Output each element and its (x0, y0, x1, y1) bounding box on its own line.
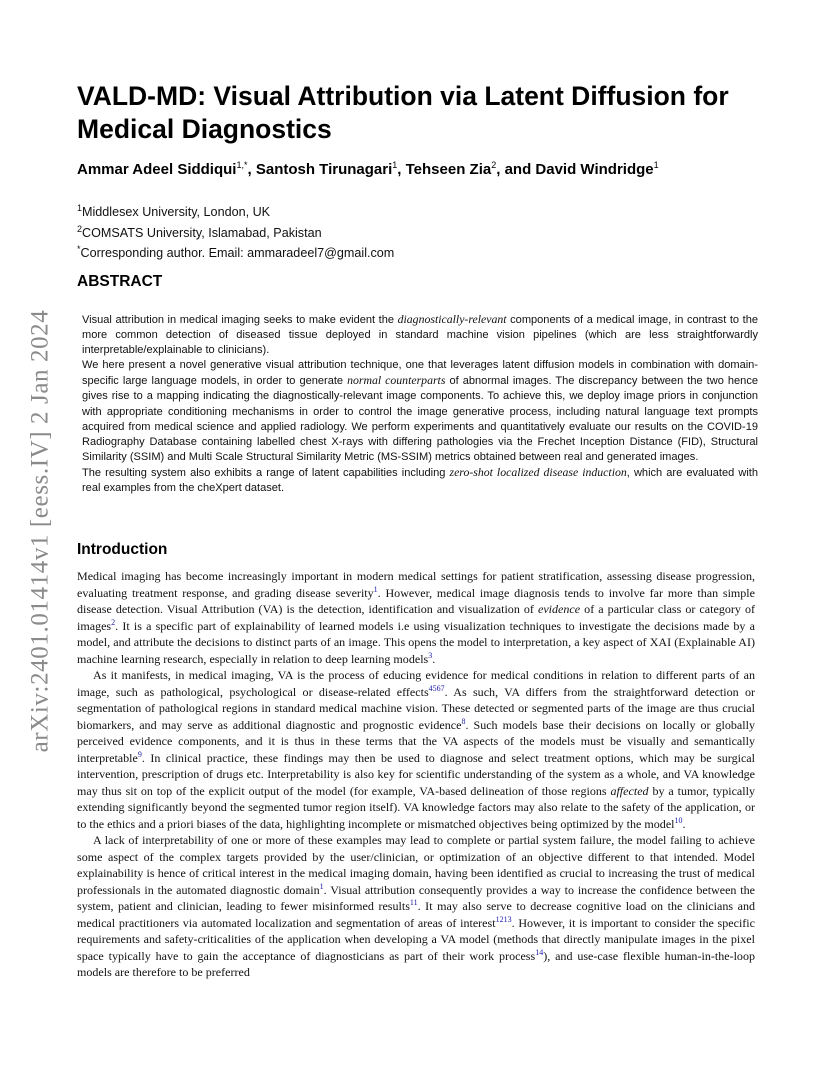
abstract-paragraph (82, 358, 758, 465)
body-text: . However, it is important to consider the specific requirements and safety-criticalities of the application when developing a VA model (methods that directly manipulate images in the pixel space typically have to gain the acceptance of diagnosticians as part of their work process (77, 915, 755, 963)
affiliation (77, 241, 777, 262)
author-name: Ammar Adeel Siddiqui (77, 161, 237, 178)
body-text: ), and use-case flexible human-in-the-loop models are therefore to be preferred (77, 948, 755, 979)
citation-link[interactable]: 8 (461, 716, 466, 726)
author-affiliation-mark: 1,* (236, 160, 248, 170)
body-text: by a tumor, typically extending significantly beyond the segmented tumor region itself). VA knowledge factors may also relate to the safety of the application, or to the ethics and a priori biases of the data, highlighting incomplete or mismatched objectives being optimized by the model (77, 783, 755, 831)
abstract-text: The resulting system also exhibits a range of latent capabilities including (82, 466, 450, 479)
body-emphasis: evidence (537, 602, 581, 616)
author-affiliation-mark: 1 (392, 160, 398, 170)
body-text: . It is a specific part of explainability of learned models i.e using visualization techniques to investigate the decisions made by a model, and attribute the decisions to distinct parts of an image. This opens the model to interpretation, a key aspect of XAI (Explainable AI) machine learning research, especially in relation to deep learning models (77, 618, 755, 666)
abstract-paragraph (82, 312, 758, 358)
author-separator: , and (496, 161, 536, 178)
citation-link[interactable]: 11 (409, 897, 418, 907)
abstract-text: components of a medical image, in contrast to the more common detection of diseased tissue deployed in standard machine vision pipelines (which are less straightforwardly interpretable/explainable to clinicians). (82, 314, 758, 357)
affiliation-list (77, 200, 777, 262)
body-text: As it manifests, in medical imaging, VA is the process of educing evidence for medical conditions in relation to different parts of an image, such as pathological, psychological or disease-related effects (77, 668, 755, 699)
introduction-paragraph (77, 667, 755, 832)
author-affiliation-mark: 1 (653, 160, 659, 170)
affiliation-mark: * (77, 244, 81, 255)
abstract-emphasis: normal counterparts (347, 373, 446, 388)
citation-link[interactable]: 2 (111, 617, 116, 627)
body-text: . Such models base their decisions on locally or globally perceived evidence components, and it is thus in these terms that the VA aspects of the models must be visually and semantically interpretable (77, 717, 755, 765)
abstract-body (82, 312, 758, 496)
author-name: David Windridge (535, 161, 654, 178)
abstract-paragraph (82, 465, 758, 496)
paper-title: VALD-MD: Visual Attribution via Latent Diffusion for Medical Diagnostics (77, 81, 729, 144)
introduction-body (77, 568, 755, 981)
introduction-heading: Introduction (77, 541, 168, 558)
affiliation-mark: 1 (77, 203, 83, 213)
author-separator: , (247, 161, 256, 178)
body-text: of a particular class or category of images (77, 602, 755, 633)
abstract-text: Visual attribution in medical imaging seeks to make evident the (82, 314, 398, 326)
affiliation-text: COMSATS University, Islamabad, Pakistan (82, 225, 322, 240)
body-text: . (682, 816, 686, 831)
author-name: Santosh Tirunagari (255, 161, 393, 178)
introduction-paragraph (77, 568, 755, 667)
arxiv-identifier-text: arXiv:2401.01414v1 [eess.IV] 2 Jan 2024 (26, 309, 53, 753)
citation-link[interactable]: 4567 (428, 683, 445, 693)
citation-link[interactable]: 3 (428, 650, 433, 660)
citation-link[interactable]: 10 (674, 815, 683, 825)
citation-link[interactable]: 1 (373, 584, 378, 594)
citation-link[interactable]: 14 (535, 947, 544, 957)
affiliation-text: Corresponding author. Email: ammaradeel7@gmail.com (80, 246, 395, 261)
body-text: . (432, 651, 436, 666)
author-separator: , (397, 161, 406, 178)
abstract-text: We here present a novel generative visual attribution technique, one that leverages latent diffusion models in combination with domain-specific large language models, in order to generate (82, 359, 758, 388)
abstract-text: , which are evaluated with real examples from the cheXpert dataset. (82, 466, 759, 495)
body-emphasis: affected (610, 783, 649, 798)
introduction-paragraph (77, 832, 755, 981)
abstract-emphasis: diagnostically-relevant (397, 312, 507, 326)
body-text: . It may also serve to decrease cognitive load on the clinicians and medical practitioners via automated localization and segmentation of areas of interest (77, 899, 756, 930)
abstract-text: of abnormal images. The discrepancy between the two hence gives rise to a mapping indicating the diagnostically-relevant image components. To achieve this, we deploy image priors in conjunction with appropriate conditioning mechanisms in order to control the image generative process, including natural language text prompts acquired from medical science and applied radiology. We perform experiments and quantitatively evaluate our results on the COVID-19 Radiography Database containing labelled chest X-rays with differing pathologies via the Frechet Inception Distance (FID), Structural Similarity (SSIM) and Multi Scale Structural Similarity Metric (MS-SSIM) metrics obtained between real and generated images. (82, 375, 758, 463)
citation-link[interactable]: 1 (319, 881, 324, 891)
author-name: Tehseen Zia (405, 161, 492, 178)
abstract-heading: ABSTRACT (77, 273, 163, 290)
body-text: . In clinical practice, these findings may then be used to diagnose and select treatment options, which may be surgical intervention, prescription of drugs etc. Interpretability is also key for scientific understanding of the system as a whole, and VA knowledge may thus sit on top of the explicit output of the model (for example, VA-based delineation of those regions (77, 750, 755, 798)
body-text: . However, medical image diagnosis tends to involve far more than simple disease detection. Visual Attribution (VA) is the detection, identification and visualization of (77, 585, 756, 616)
affiliation (77, 200, 777, 221)
author-affiliation-mark: 2 (491, 160, 497, 170)
author-list (77, 160, 777, 178)
abstract-emphasis: zero-shot localized disease induction (449, 464, 627, 479)
affiliation-mark: 2 (77, 223, 83, 234)
citation-link[interactable]: 9 (137, 749, 142, 759)
affiliation-text: Middlesex University, London, UK (82, 205, 271, 220)
citation-link[interactable]: 1213 (495, 914, 512, 924)
body-text: Medical imaging has become increasingly important in modern medical settings for patient stratification, assessing disease progression, evaluating treatment response, and grading disease severity (77, 569, 755, 600)
body-text: A lack of interpretability of one or more of these examples may lead to complete or partial system failure, the model failing to achieve some aspect of the complex targets provided by the user/clinician, or optimization of an objective different to that intended. Model explainability is hence of critical interest in the medical imaging domain, having been identified as crucial to increasing the trust of medical professionals in the automated diagnostic domain (77, 833, 755, 897)
arxiv-identifier (20, 298, 60, 764)
affiliation (77, 221, 777, 242)
body-text: . As such, VA differs from the straightforward detection or segmentation of pathological regions in standard medical machine vision. These detected or segmented parts of the image are thus crucial biomarkers, and may serve as additional diagnostic and prognostic evidence (77, 684, 755, 732)
body-text: . Visual attribution consequently provides a way to increase the confidence between the system, patient and clinician, leading to fewer misinformed results (77, 882, 756, 913)
